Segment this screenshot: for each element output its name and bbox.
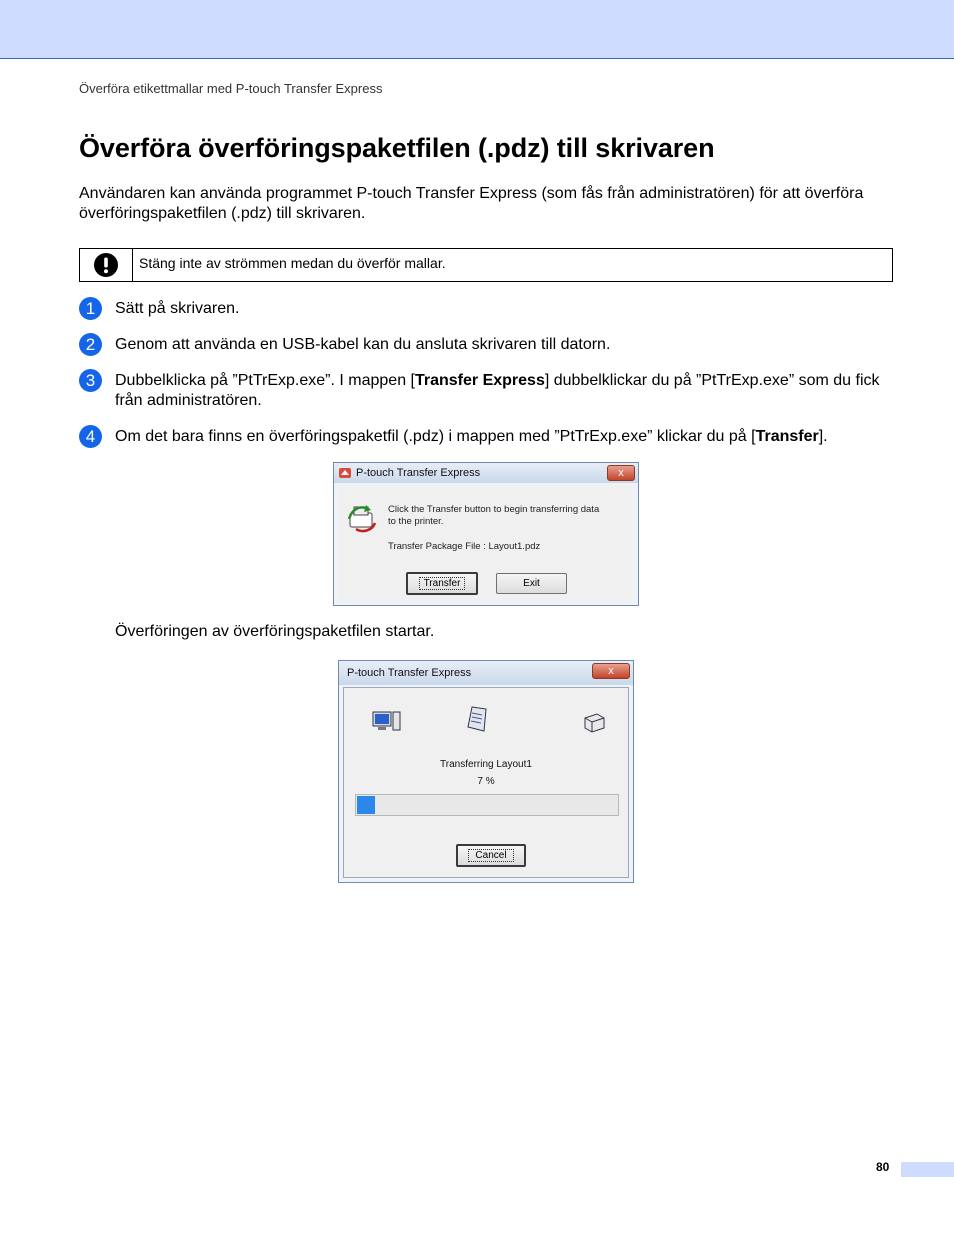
close-button[interactable] — [607, 465, 635, 481]
progress-fill — [357, 796, 375, 814]
percent-text: 7 % — [477, 776, 495, 787]
running-header: Överföra etikettmallar med P-touch Transfer Express — [79, 81, 383, 96]
transfer-button-label: Transfer — [419, 577, 466, 590]
step-text-part: Genom att använda en USB-kabel kan du ansluta skrivaren till datorn. — [115, 336, 611, 353]
close-button[interactable] — [592, 663, 630, 679]
step-text-bold: Transfer Express — [414, 372, 545, 389]
page-title: Överföra överföringspaketfilen (.pdz) till skrivaren — [79, 133, 715, 163]
intro-paragraph: Användaren kan använda programmet P-touch Transfer Express (som fås från administratören) för att överföra överföringspaketfilen (.pdz) till skrivaren. — [79, 185, 864, 222]
app-icon — [338, 466, 352, 480]
document-icon — [466, 705, 492, 733]
top-band — [0, 0, 954, 59]
progress-bar — [355, 794, 619, 816]
result-text: Överföringen av överföringspaketfilen startar. — [115, 623, 435, 640]
cancel-button-label: Cancel — [468, 849, 513, 862]
step-text — [115, 371, 895, 411]
package-file-label: Transfer Package File : Layout1.pdz — [388, 541, 541, 552]
dialog-title: P-touch Transfer Express — [347, 667, 472, 679]
step-text-part: Dubbelklicka på ”PtTrExp.exe”. I mappen [ — [115, 372, 415, 389]
transfer-icon — [346, 501, 380, 535]
step-text-bold: Transfer — [755, 428, 819, 445]
dialog-message — [388, 504, 599, 528]
note-box — [79, 248, 893, 282]
step-number-badge: 3 — [79, 369, 102, 392]
step-text-part: ] dubbelklickar du på ”PtTrExp.exe” som du fick från administratören. — [115, 372, 880, 409]
message-line: to the printer. — [388, 516, 444, 527]
page-number-bar — [901, 1162, 954, 1177]
dialog-titlebar — [334, 463, 638, 483]
step-text-part: ]. — [818, 428, 828, 445]
step-text-part: Om det bara finns en överföringspaketfil (.pdz) i mappen med ”PtTrExp.exe” klickar du på [ — [115, 428, 756, 445]
step-text — [115, 299, 895, 319]
cancel-button[interactable] — [456, 844, 526, 867]
transfer-status: Transferring Layout1 — [440, 759, 532, 770]
exit-button[interactable] — [496, 573, 567, 594]
step-number-badge: 2 — [79, 333, 102, 356]
computer-icon — [372, 710, 402, 734]
dialog-body — [338, 485, 632, 601]
step-number-badge: 4 — [79, 425, 102, 448]
transfer-button[interactable] — [406, 572, 478, 595]
close-icon: x — [608, 665, 614, 677]
progress-dialog — [338, 660, 634, 883]
step-text — [115, 335, 895, 355]
printer-icon — [581, 710, 607, 734]
transfer-dialog — [333, 462, 639, 606]
message-line: Click the Transfer button to begin transferring data — [388, 504, 600, 515]
step-text — [115, 427, 915, 447]
note-text: Stäng inte av strömmen medan du överför mallar. — [139, 255, 446, 271]
dialog-body — [343, 687, 629, 878]
warning-icon — [94, 253, 118, 277]
step-number-badge: 1 — [79, 297, 102, 320]
page-number: 80 — [876, 1160, 890, 1174]
step-text-part: Sätt på skrivaren. — [115, 300, 240, 317]
dialog-titlebar — [339, 661, 633, 685]
dialog-title: P-touch Transfer Express — [356, 467, 481, 479]
exit-button-label: Exit — [523, 578, 540, 589]
close-icon: x — [618, 467, 624, 479]
note-icon-cell — [80, 249, 133, 281]
